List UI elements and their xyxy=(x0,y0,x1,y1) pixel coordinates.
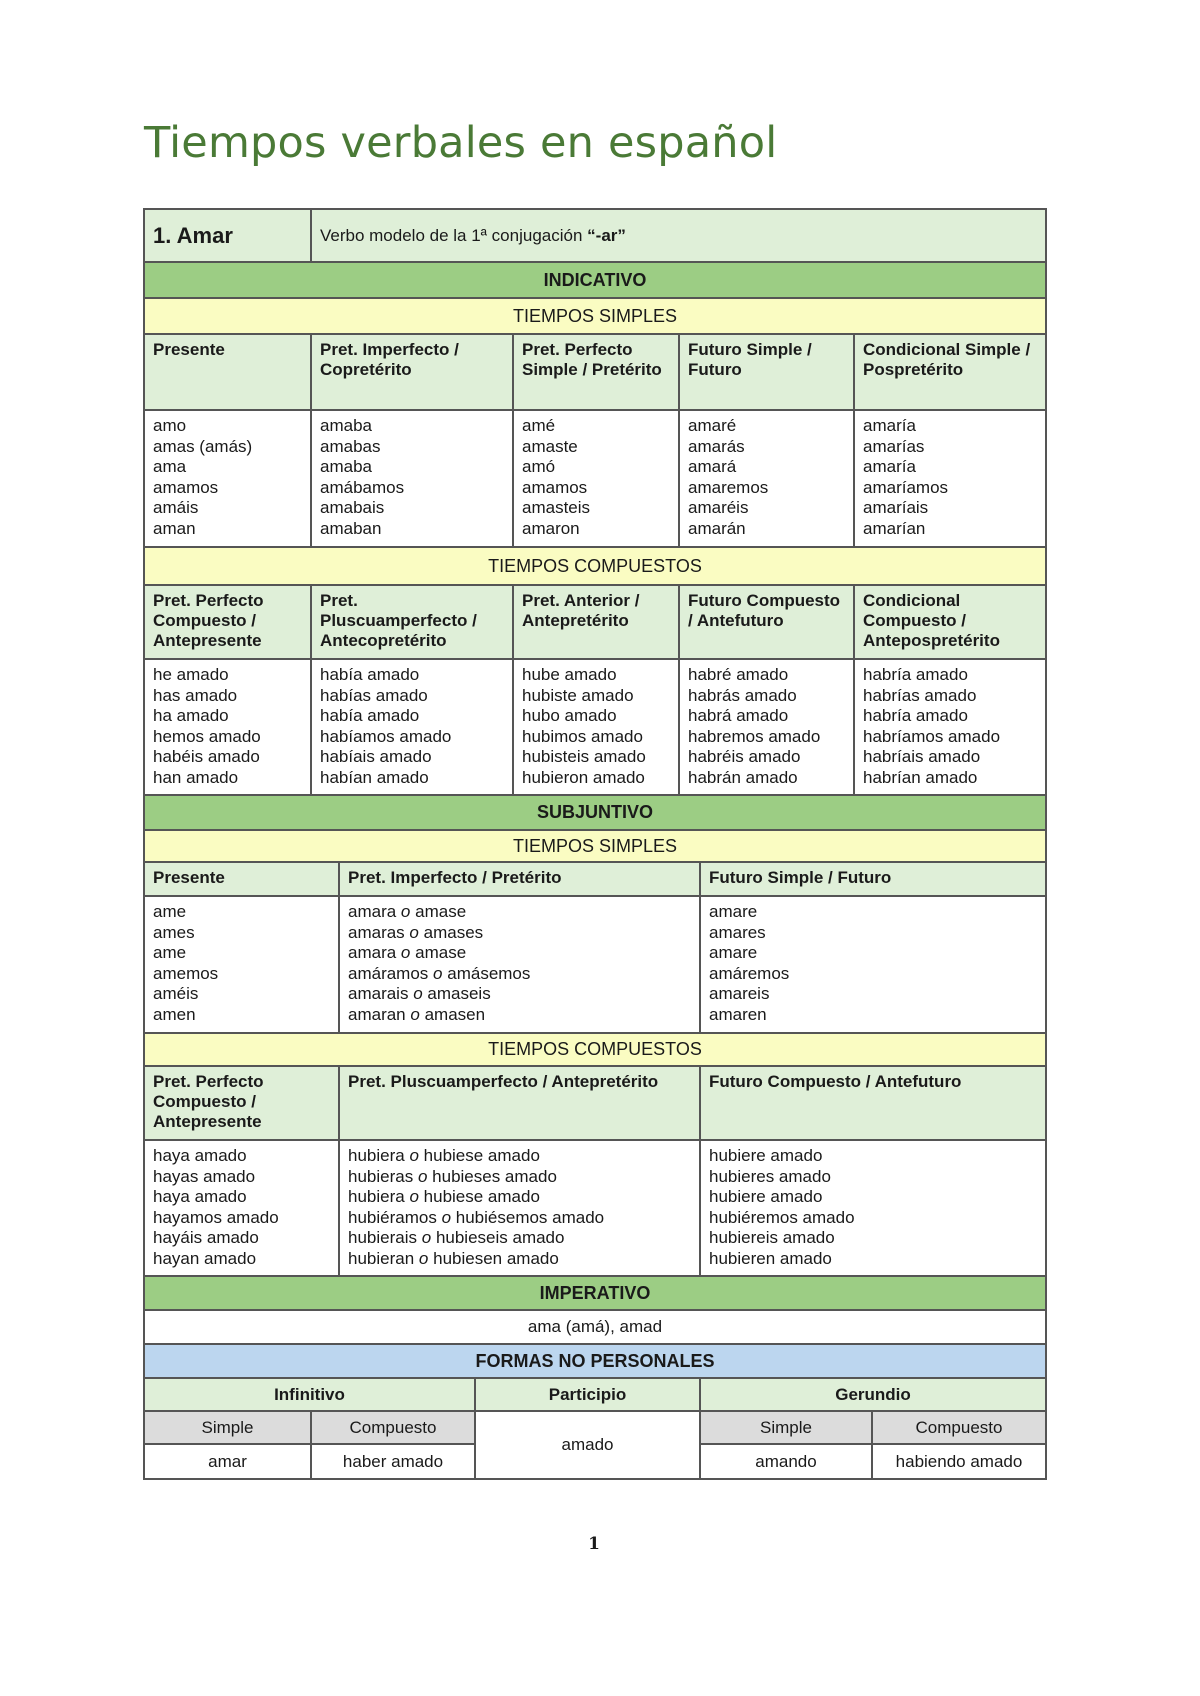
conjugation-table xyxy=(143,208,1047,1480)
column-header: Pret. Pluscuamperfecto / Antecopretérito xyxy=(312,586,514,658)
conjugated-form: amaríais xyxy=(863,498,929,518)
infinitivo-block xyxy=(145,1379,476,1478)
conjugated-form: amarais o amaseis xyxy=(348,984,491,1004)
conjugated-form: hubiere amado xyxy=(709,1187,823,1207)
forms-cell xyxy=(514,660,680,794)
conjugated-form: amemos xyxy=(153,963,219,983)
column-header: Pret. Imperfecto / Copretérito xyxy=(312,335,514,409)
participio-value: amado xyxy=(561,1435,614,1454)
infinitivo-sublabels xyxy=(145,1412,474,1445)
subsection-sub-compuestos: TIEMPOS COMPUESTOS xyxy=(145,1034,1045,1067)
column-header: Presente xyxy=(145,335,312,409)
conjugated-form: ha amado xyxy=(153,706,229,726)
conjugated-form: hubimos amado xyxy=(522,726,643,746)
subsection-sub-simples: TIEMPOS SIMPLES xyxy=(145,831,1045,863)
forms-cell xyxy=(145,1141,340,1275)
conjugated-form: había amado xyxy=(320,665,420,684)
conjugated-form: hubiéremos amado xyxy=(709,1207,855,1227)
conjugated-form: amábamos xyxy=(320,477,405,497)
sub-compuestos-forms-row xyxy=(145,1141,1045,1277)
conjugated-form: hubo amado xyxy=(522,706,617,726)
column-header: Condicional Simple / Pospretérito xyxy=(863,340,1031,379)
conjugated-form: habré amado xyxy=(688,665,789,684)
conjugated-form: amaríamos xyxy=(863,477,949,497)
participio-label: Participio xyxy=(476,1379,699,1412)
conjugated-form: amaren xyxy=(709,1004,767,1024)
conjugated-form: habría amado xyxy=(863,706,968,726)
column-header: Presente xyxy=(145,863,340,895)
ind-compuestos-header-row xyxy=(145,586,1045,660)
forms-cell xyxy=(701,1141,1041,1275)
sub-simples-forms-row xyxy=(145,897,1045,1034)
conjugated-form: habría amado xyxy=(863,665,968,684)
infinitivo-values xyxy=(145,1445,474,1478)
page-title: Tiempos verbales en español xyxy=(144,118,778,168)
sub-compuestos-header-row xyxy=(145,1067,1045,1141)
conjugated-form: habréis amado xyxy=(688,747,801,767)
conjugated-form: amaban xyxy=(320,518,382,538)
forms-cell xyxy=(340,897,701,1032)
conjugated-form: habéis amado xyxy=(153,747,260,767)
conjugated-form: amara o amase xyxy=(348,902,467,921)
conjugated-form: hubieron amado xyxy=(522,767,645,787)
conjugated-form: hubiera o hubiese amado xyxy=(348,1187,540,1207)
conjugated-form: amaría xyxy=(863,416,916,435)
conjugated-form: hayan amado xyxy=(153,1248,257,1268)
conjugated-form: hubieran o hubiesen amado xyxy=(348,1248,559,1268)
conjugated-form: habrá amado xyxy=(688,706,789,726)
column-header: Futuro Compuesto / Antefuturo xyxy=(680,586,855,658)
conjugated-form: amasteis xyxy=(522,498,591,518)
column-header: Pret. Perfecto Compuesto / Antepresente xyxy=(145,1067,340,1139)
conjugated-form: amaré xyxy=(688,416,737,435)
forms-cell xyxy=(680,660,855,794)
conjugated-form: hubiereis amado xyxy=(709,1228,835,1248)
ind-simples-header-row xyxy=(145,335,1045,411)
conjugated-form: hubiste amado xyxy=(522,685,634,705)
gerundio-label: Gerundio xyxy=(701,1379,1045,1412)
forms-cell xyxy=(340,1141,701,1275)
section-imperativo: IMPERATIVO xyxy=(145,1277,1045,1311)
conjugated-form: hubieres amado xyxy=(709,1166,831,1186)
verb-description-cell xyxy=(312,210,1041,261)
column-header: Futuro Simple / Futuro xyxy=(709,868,892,887)
conjugated-form: hubieren amado xyxy=(709,1248,832,1268)
conjugated-form: amaste xyxy=(522,436,578,456)
conjugated-form: hayamos amado xyxy=(153,1207,279,1227)
column-header: Condicional Compuesto / Antepospretérito xyxy=(863,591,1000,650)
conjugated-form: amó xyxy=(522,457,556,477)
ind-compuestos-forms-row xyxy=(145,660,1045,796)
conjugated-form: habíais amado xyxy=(320,747,432,767)
conjugated-form: amaran o amasen xyxy=(348,1004,486,1024)
infinitivo-label: Infinitivo xyxy=(145,1379,474,1412)
column-header: Futuro Compuesto / Antefuturo xyxy=(709,1072,962,1091)
forms-cell xyxy=(514,411,680,546)
conjugated-form: amabais xyxy=(320,498,385,518)
conjugated-form: hubieras o hubieses amado xyxy=(348,1166,557,1186)
verb-name: 1. Amar xyxy=(145,210,312,261)
conjugated-form: amé xyxy=(522,416,556,435)
conjugated-form: amara o amase xyxy=(348,943,467,963)
imperativo-forms: ama (amá), amad xyxy=(145,1311,1045,1345)
conjugated-form: amáremos xyxy=(709,963,790,983)
gerundio-block xyxy=(701,1379,1045,1478)
infinitivo-simple-label: Simple xyxy=(145,1412,312,1443)
conjugated-form: hube amado xyxy=(522,665,617,684)
forms-cell xyxy=(145,897,340,1032)
gerundio-sublabels xyxy=(701,1412,1045,1445)
conjugated-form: había amado xyxy=(320,706,420,726)
section-formas-no-personales: FORMAS NO PERSONALES xyxy=(145,1345,1045,1379)
conjugated-form: amarías xyxy=(863,436,925,456)
conjugated-form: has amado xyxy=(153,685,238,705)
gerundio-compuesto: habiendo amado xyxy=(895,1451,1023,1471)
conjugated-form: hubiéramos o hubiésemos amado xyxy=(348,1207,605,1227)
verb-description: Verbo modelo de la 1ª conjugación xyxy=(320,225,583,245)
column-header: Pret. Perfecto Compuesto / Antepresente xyxy=(145,586,312,658)
conjugated-form: habríais amado xyxy=(863,747,981,767)
infinitivo-compuesto: haber amado xyxy=(342,1451,444,1471)
conjugated-form: amaba xyxy=(320,416,372,435)
conjugated-form: amarán xyxy=(688,518,746,538)
conjugated-form: amare xyxy=(709,943,758,963)
section-subjuntivo: SUBJUNTIVO xyxy=(145,796,1045,831)
conjugated-form: amaras o amases xyxy=(348,922,484,942)
no-personales-grid xyxy=(145,1379,1045,1480)
conjugated-form: amáis xyxy=(153,498,199,518)
forms-cell xyxy=(312,660,514,794)
infinitivo-simple: amar xyxy=(145,1445,312,1478)
conjugated-form: amo xyxy=(153,416,187,435)
conjugated-form: hayas amado xyxy=(153,1166,256,1186)
forms-cell xyxy=(145,660,312,794)
conjugated-form: habían amado xyxy=(320,767,429,787)
verb-header-row xyxy=(145,210,1045,263)
subsection-ind-compuestos: TIEMPOS COMPUESTOS xyxy=(145,548,1045,586)
conjugated-form: amamos xyxy=(153,477,219,497)
conjugated-form: amen xyxy=(153,1004,196,1024)
conjugated-form: amaremos xyxy=(688,477,769,497)
conjugated-form: habrás amado xyxy=(688,685,797,705)
conjugated-form: hemos amado xyxy=(153,726,261,746)
conjugated-form: amabas xyxy=(320,436,381,456)
section-indicativo: INDICATIVO xyxy=(145,263,1045,299)
conjugated-form: amares xyxy=(709,922,766,942)
conjugated-form: ames xyxy=(153,922,195,942)
forms-cell xyxy=(855,660,1041,794)
conjugated-form: habíamos amado xyxy=(320,726,452,746)
column-header: Futuro Simple / Futuro xyxy=(680,335,855,409)
conjugated-form: haya amado xyxy=(153,1187,247,1207)
conjugated-form: aman xyxy=(153,518,196,538)
conjugated-form: amaron xyxy=(522,518,580,538)
subsection-ind-simples: TIEMPOS SIMPLES xyxy=(145,299,1045,335)
forms-cell xyxy=(312,411,514,546)
column-header: Pret. Pluscuamperfecto / Antepretérito xyxy=(340,1067,701,1139)
infinitivo-compuesto-label: Compuesto xyxy=(349,1417,437,1437)
forms-cell xyxy=(145,411,312,546)
conjugated-form: ame xyxy=(153,902,187,921)
conjugated-form: amaría xyxy=(863,457,916,477)
conjugated-form: habrían amado xyxy=(863,767,978,787)
forms-cell xyxy=(680,411,855,546)
gerundio-compuesto-label: Compuesto xyxy=(915,1417,1003,1437)
gerundio-values xyxy=(701,1445,1045,1478)
conjugated-form: habrías amado xyxy=(863,685,977,705)
conjugated-form: han amado xyxy=(153,767,239,787)
conjugated-form: habremos amado xyxy=(688,726,821,746)
conjugated-form: haya amado xyxy=(153,1146,247,1165)
forms-cell xyxy=(855,411,1041,546)
conjugated-form: amarían xyxy=(863,518,926,538)
conjugated-form: hubiera o hubiese amado xyxy=(348,1146,540,1165)
conjugated-form: habríamos amado xyxy=(863,726,1001,746)
conjugated-form: amaréis xyxy=(688,498,749,518)
column-header: Pret. Perfecto Simple / Pretérito xyxy=(514,335,680,409)
conjugated-form: hubisteis amado xyxy=(522,747,646,767)
verb-ending: “-ar” xyxy=(587,225,626,245)
conjugated-form: hubiere amado xyxy=(709,1146,823,1165)
column-header: Pret. Imperfecto / Pretérito xyxy=(340,863,701,895)
conjugated-form: hayáis amado xyxy=(153,1228,259,1248)
participio-block xyxy=(476,1379,701,1478)
conjugated-form: amaba xyxy=(320,457,372,477)
conjugated-form: amas (amás) xyxy=(153,436,253,456)
gerundio-simple-label: Simple xyxy=(701,1412,873,1443)
conjugated-form: habías amado xyxy=(320,685,428,705)
ind-simples-forms-row xyxy=(145,411,1045,548)
gerundio-simple: amando xyxy=(701,1445,873,1478)
conjugated-form: amáramos o amásemos xyxy=(348,963,531,983)
conjugated-form: ama xyxy=(153,457,187,477)
conjugated-form: amamos xyxy=(522,477,588,497)
conjugated-form: améis xyxy=(153,984,199,1004)
forms-cell xyxy=(701,897,1041,1032)
conjugated-form: hubierais o hubieseis amado xyxy=(348,1228,565,1248)
conjugated-form: amarás xyxy=(688,436,745,456)
conjugated-form: amareis xyxy=(709,984,770,1004)
conjugated-form: amará xyxy=(688,457,737,477)
conjugated-form: ame xyxy=(153,943,187,963)
conjugated-form: he amado xyxy=(153,665,229,684)
sub-simples-header-row xyxy=(145,863,1045,897)
column-header: Pret. Anterior / Antepretérito xyxy=(514,586,680,658)
page-number: 1 xyxy=(588,1534,600,1554)
conjugated-form: habrán amado xyxy=(688,767,798,787)
conjugated-form: amare xyxy=(709,902,758,921)
